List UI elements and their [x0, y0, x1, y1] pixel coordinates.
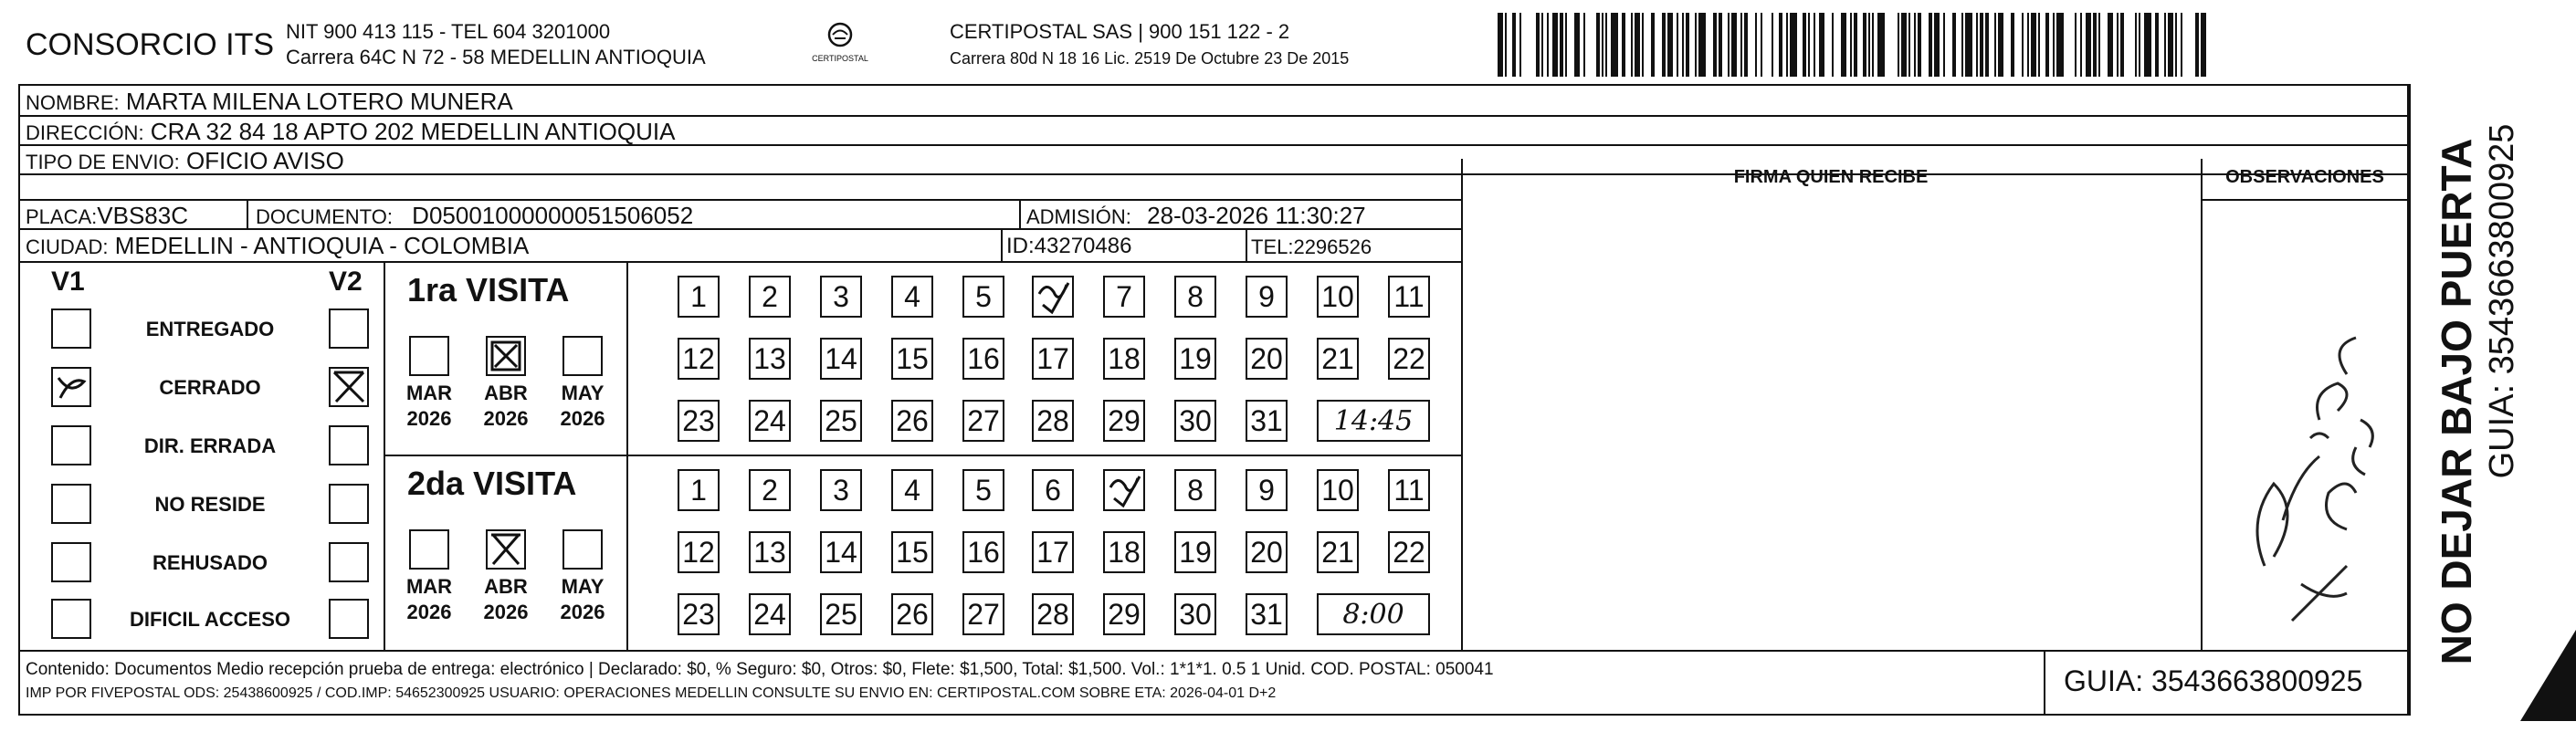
day-box[interactable]: 19 — [1174, 531, 1216, 573]
day-box[interactable]: 24 — [749, 400, 791, 442]
barcode-bar — [1631, 13, 1633, 77]
day-box[interactable]: 12 — [678, 531, 720, 573]
day-box[interactable]: 18 — [1103, 338, 1145, 380]
barcode-bar — [2120, 13, 2124, 77]
day-box[interactable]: 2 — [749, 276, 791, 318]
barcode-bar — [2011, 13, 2014, 77]
day-box[interactable]: 30 — [1174, 400, 1216, 442]
barcode-bar — [1888, 13, 1892, 77]
day-box[interactable]: 15 — [891, 338, 933, 380]
day-box[interactable]: 17 — [1032, 338, 1074, 380]
barcode-bar — [2144, 13, 2151, 77]
barcode-bar — [1850, 13, 1852, 77]
barcode-bar — [1786, 13, 1788, 77]
v1-checkbox[interactable] — [51, 599, 91, 639]
day-box[interactable]: 23 — [678, 400, 720, 442]
barcode-bar — [2139, 13, 2140, 77]
barcode-bar — [2022, 13, 2024, 77]
barcode-bar — [1536, 13, 1540, 77]
month-label: ABR — [484, 382, 528, 404]
v2-checkbox[interactable] — [329, 484, 369, 524]
v2-checkbox[interactable] — [329, 425, 369, 465]
barcode-bar — [2056, 13, 2064, 77]
year-label: 2026 — [560, 601, 605, 623]
barcode-bar — [1583, 13, 1585, 77]
barcode-bar — [1713, 13, 1717, 77]
day-box[interactable]: 13 — [749, 338, 791, 380]
nombre-value: MARTA MILENA LOTERO MUNERA — [125, 88, 513, 115]
day-box[interactable]: 11 — [1388, 469, 1430, 511]
barcode-bar — [1764, 13, 1770, 77]
day-box[interactable]: 3 — [820, 276, 862, 318]
barcode-bar — [1943, 13, 1945, 77]
tel-value: TEL:2296526 — [1251, 235, 1372, 258]
day-box[interactable]: 30 — [1174, 593, 1216, 635]
status-label: DIR. ERRADA — [143, 434, 277, 457]
carrier-address: Carrera 80d N 18 16 Lic. 2519 De Octubre 23 De 2015 — [950, 49, 1350, 68]
barcode-bar — [2053, 13, 2055, 77]
day-box[interactable]: 16 — [962, 338, 1004, 380]
direccion-label: DIRECCIÓN: — [26, 121, 144, 144]
firma-label: FIRMA QUIEN RECIBE — [1733, 167, 1929, 187]
barcode-bar — [1505, 13, 1507, 77]
barcode-bar — [1779, 13, 1782, 77]
barcode-bar — [1547, 13, 1549, 77]
barcode-bar — [1755, 13, 1757, 77]
month-checkbox[interactable] — [486, 336, 526, 376]
v1-checkbox[interactable] — [51, 367, 91, 407]
barcode-bar — [1709, 13, 1711, 77]
barcode-bar — [1965, 13, 1972, 77]
month-checkbox[interactable] — [409, 529, 449, 570]
barcode-bar — [1952, 13, 1956, 77]
carrier-name: CERTIPOSTAL SAS | 900 151 122 - 2 — [950, 20, 1290, 43]
day-box[interactable]: 8 — [1174, 469, 1216, 511]
day-box[interactable]: 3 — [820, 469, 862, 511]
day-box[interactable]: 9 — [1246, 276, 1288, 318]
month-checkbox[interactable] — [563, 336, 603, 376]
logo-text: CERTIPOSTAL — [812, 54, 868, 63]
barcode-bar — [1682, 13, 1684, 77]
day-box[interactable]: 16 — [962, 531, 1004, 573]
barcode-bar — [1587, 13, 1591, 77]
barcode-bar — [1519, 13, 1521, 77]
v2-checkbox[interactable] — [329, 542, 369, 582]
barcode-bar — [1498, 13, 1503, 77]
barcode-bar — [1698, 13, 1706, 77]
ciudad-value: MEDELLIN - ANTIOQUIA - COLOMBIA — [114, 232, 530, 259]
v2-checkbox[interactable] — [329, 308, 369, 349]
day-box[interactable]: 25 — [820, 593, 862, 635]
barcode-bar — [2135, 13, 2137, 77]
barcode-bar — [1814, 13, 1815, 77]
company-name: CONSORCIO ITS — [26, 27, 275, 62]
barcode-bar — [1695, 13, 1697, 77]
barcode-bar — [1949, 13, 1950, 77]
barcode-bar — [1635, 13, 1640, 77]
barcode-bar — [1980, 13, 1983, 77]
day-box[interactable]: 24 — [749, 593, 791, 635]
barcode-bar — [1728, 13, 1730, 77]
barcode-bar — [1686, 13, 1689, 77]
barcode-bar — [1961, 13, 1963, 77]
barcode-bar — [1998, 13, 2003, 77]
day-box[interactable]: 10 — [1317, 469, 1359, 511]
status-label: NO RESIDE — [154, 493, 266, 516]
barcode-bar — [2117, 13, 2119, 77]
placa-label: PLACA: — [26, 205, 98, 228]
barcode-bar — [2069, 13, 2073, 77]
day-box[interactable]: 26 — [891, 593, 933, 635]
barcode-bar — [1803, 13, 1806, 77]
barcode-bar — [1523, 13, 1530, 77]
time-box[interactable]: 8:00 — [1317, 593, 1430, 635]
day-box[interactable]: 17 — [1032, 531, 1074, 573]
direccion-value: CRA 32 84 18 APTO 202 MEDELLIN ANTIOQUIA — [150, 118, 676, 145]
barcode-bar — [2080, 13, 2082, 77]
barcode-bar — [1642, 13, 1644, 77]
month-label: MAY — [561, 575, 605, 598]
barcode-bar — [1994, 13, 1996, 77]
barcode-bar — [1841, 13, 1846, 77]
side-guia: GUIA: 3543663800925 — [2483, 123, 2521, 479]
tipo-envio-label: TIPO DE ENVIO: — [26, 151, 180, 173]
day-box[interactable]: 14 — [820, 531, 862, 573]
day-box[interactable]: 10 — [1317, 276, 1359, 318]
observaciones-label: OBSERVACIONES — [2225, 167, 2384, 187]
barcode-bar — [1832, 13, 1834, 77]
barcode-bar — [2195, 13, 2199, 77]
barcode-bar — [1819, 13, 1824, 77]
barcode-bar — [1512, 13, 1516, 77]
barcode-bar — [2027, 13, 2029, 77]
status-label: CERRADO — [159, 376, 261, 399]
barcode-bar — [1740, 13, 1742, 77]
visit-title: 2da VISITA — [407, 465, 577, 502]
barcode-bar — [1826, 13, 1830, 77]
ciudad-label: CIUDAD: — [26, 235, 109, 258]
barcode-bar — [2093, 13, 2097, 77]
month-checkbox[interactable] — [409, 336, 449, 376]
day-box[interactable]: 20 — [1246, 338, 1288, 380]
corner-mark — [2520, 630, 2576, 732]
day-box[interactable]: 18 — [1103, 531, 1145, 573]
v2-checkbox[interactable] — [329, 367, 369, 407]
day-box[interactable]: 28 — [1032, 593, 1074, 635]
day-box[interactable]: 21 — [1317, 531, 1359, 573]
barcode-bar — [2175, 13, 2177, 77]
day-box[interactable]: 4 — [891, 276, 933, 318]
day-box[interactable]: 5 — [962, 469, 1004, 511]
barcode-bar — [1611, 13, 1618, 77]
barcode-bar — [2181, 13, 2182, 77]
v1-checkbox[interactable] — [51, 308, 91, 349]
day-box[interactable]: 1 — [678, 469, 720, 511]
barcode-bar — [1808, 13, 1810, 77]
barcode-bar — [1934, 13, 1940, 77]
id-value: ID:43270486 — [1006, 234, 1132, 258]
visit-title: 1ra VISITA — [407, 271, 570, 308]
barcode-bar — [2038, 13, 2040, 77]
nombre-label: NOMBRE: — [26, 91, 120, 114]
year-label: 2026 — [560, 407, 605, 430]
barcode-bar — [1901, 13, 1907, 77]
v1-checkbox[interactable] — [51, 484, 91, 524]
company-nit: NIT 900 413 115 - TEL 604 3201000 — [286, 20, 611, 43]
day-box[interactable]: 29 — [1103, 593, 1145, 635]
barcode-bar — [2201, 13, 2206, 77]
day-box[interactable]: 8 — [1174, 276, 1216, 318]
barcode-bar — [1761, 13, 1762, 77]
day-box[interactable]: 22 — [1388, 338, 1430, 380]
certipostal-logo-icon — [808, 18, 872, 66]
month-label: MAR — [405, 382, 453, 404]
barcode-bar — [1918, 13, 1921, 77]
month-checkbox[interactable] — [486, 529, 526, 570]
barcode-bar — [1651, 13, 1655, 77]
month-checkbox[interactable] — [563, 529, 603, 570]
day-box[interactable]: 27 — [962, 400, 1004, 442]
barcode-bar — [1985, 13, 1989, 77]
day-box[interactable]: 4 — [891, 469, 933, 511]
barcode-bar — [2086, 13, 2091, 77]
tipo-envio-value: OFICIO AVISO — [185, 147, 344, 174]
footer-guia: GUIA: 3543663800925 — [2064, 664, 2363, 697]
day-box[interactable]: 27 — [962, 593, 1004, 635]
barcode-bar — [2075, 13, 2077, 77]
barcode-bar — [1854, 13, 1857, 77]
barcode-bar — [2098, 13, 2100, 77]
day-box[interactable]: 21 — [1317, 338, 1359, 380]
day-box[interactable]: 23 — [678, 593, 720, 635]
barcode-bar — [2155, 13, 2159, 77]
admision-value: 28-03-2026 11:30:27 — [1147, 202, 1366, 229]
barcode-bar — [1872, 13, 1874, 77]
documento-label: DOCUMENTO: — [256, 205, 393, 228]
day-box[interactable]: 31 — [1246, 400, 1288, 442]
barcode-bar — [1667, 13, 1673, 77]
day-box[interactable]: 9 — [1246, 469, 1288, 511]
barcode-bar — [1677, 13, 1678, 77]
day-box[interactable]: 12 — [678, 338, 720, 380]
barcode-bar — [1898, 13, 1899, 77]
barcode-bar — [1731, 13, 1737, 77]
day-box[interactable]: 1 — [678, 276, 720, 318]
status-label: DIFICIL ACCESO — [129, 608, 290, 631]
barcode-bar — [2184, 13, 2188, 77]
barcode-bar — [1552, 13, 1558, 77]
v1-label: V1 — [51, 267, 85, 297]
barcode — [1498, 13, 2210, 77]
barcode-bar — [1790, 13, 1797, 77]
barcode-bar — [1719, 13, 1722, 77]
barcode-bar — [2108, 13, 2113, 77]
v1-checkbox[interactable] — [51, 542, 91, 582]
barcode-bar — [2045, 13, 2049, 77]
barcode-bar — [1929, 13, 1932, 77]
barcode-bar — [1647, 13, 1649, 77]
barcode-bar — [1908, 13, 1910, 77]
v2-label: V2 — [329, 267, 363, 297]
day-box[interactable]: 14 — [820, 338, 862, 380]
documento-value: D05001000000051506052 — [412, 202, 694, 229]
footer-line2: IMP POR FIVEPOSTAL ODS: 25438600925 / COD.IMP: 54652300925 USUARIO: OPERACIONES MEDELLIN CONSULTE SU ENVIO EN: CERTIPOSTAL.COM SOBRE ETA: 2026-04-01 D+2 — [26, 685, 1277, 701]
day-box[interactable]: 22 — [1388, 531, 1430, 573]
barcode-bar — [1605, 13, 1607, 77]
day-box[interactable]: 5 — [962, 276, 1004, 318]
placa-value: VBS83C — [97, 202, 188, 229]
day-box[interactable]: 20 — [1246, 531, 1288, 573]
barcode-bar — [1662, 13, 1666, 77]
barcode-bar — [1863, 13, 1866, 77]
side-warning: NO DEJAR BAJO PUERTA — [2433, 138, 2480, 665]
barcode-bar — [1877, 13, 1885, 77]
year-label: 2026 — [483, 407, 529, 430]
barcode-bar — [1744, 13, 1748, 77]
company-address: Carrera 64C N 72 - 58 MEDELLIN ANTIOQUIA — [286, 46, 706, 68]
day-box[interactable]: 2 — [749, 469, 791, 511]
barcode-bar — [1541, 13, 1543, 77]
status-label: ENTREGADO — [145, 318, 275, 340]
month-label: MAR — [405, 575, 453, 598]
barcode-bar — [2164, 13, 2166, 77]
day-box[interactable]: 19 — [1174, 338, 1216, 380]
year-label: 2026 — [483, 601, 529, 623]
time-box[interactable]: 14:45 — [1317, 400, 1430, 442]
v2-checkbox[interactable] — [329, 599, 369, 639]
v1-checkbox[interactable] — [51, 425, 91, 465]
year-label: 2026 — [406, 601, 452, 623]
day-box[interactable]: 26 — [891, 400, 933, 442]
barcode-bar — [1565, 13, 1567, 77]
day-box[interactable]: 29 — [1103, 400, 1145, 442]
day-box[interactable]: 13 — [749, 531, 791, 573]
day-box[interactable]: 11 — [1388, 276, 1430, 318]
barcode-bar — [1868, 13, 1870, 77]
day-box[interactable] — [1032, 276, 1074, 318]
barcode-bar — [1596, 13, 1600, 77]
day-box[interactable] — [1103, 469, 1145, 511]
month-label: ABR — [484, 575, 528, 598]
barcode-bar — [1976, 13, 1978, 77]
day-box[interactable]: 28 — [1032, 400, 1074, 442]
barcode-bar — [2129, 13, 2133, 77]
status-label: REHUSADO — [152, 551, 268, 574]
barcode-bar — [1914, 13, 1916, 77]
barcode-bar — [1772, 13, 1773, 77]
barcode-bar — [1574, 13, 1580, 77]
barcode-bar — [1622, 13, 1625, 77]
barcode-bar — [2168, 13, 2173, 77]
barcode-bar — [1560, 13, 1563, 77]
footer-line1: Contenido: Documentos Medio recepción prueba de entrega: electrónico | Declarado: $0, % Seguro: $0, Otros: $0, Flete: $1,500, Total: $1,500. Vol.: 1*1*1. 0.5 1 Unid. COD. POSTAL: 050041 — [26, 660, 1494, 679]
day-box[interactable]: 7 — [1103, 276, 1145, 318]
admision-label: ADMISIÓN: — [1026, 205, 1131, 228]
day-box[interactable]: 15 — [891, 531, 933, 573]
day-box[interactable]: 25 — [820, 400, 862, 442]
barcode-bar — [2031, 13, 2036, 77]
barcode-bar — [1602, 13, 1603, 77]
day-box[interactable]: 6 — [1032, 469, 1074, 511]
month-label: MAY — [561, 382, 605, 404]
day-box[interactable]: 31 — [1246, 593, 1288, 635]
barcode-bar — [2007, 13, 2009, 77]
year-label: 2026 — [406, 407, 452, 430]
